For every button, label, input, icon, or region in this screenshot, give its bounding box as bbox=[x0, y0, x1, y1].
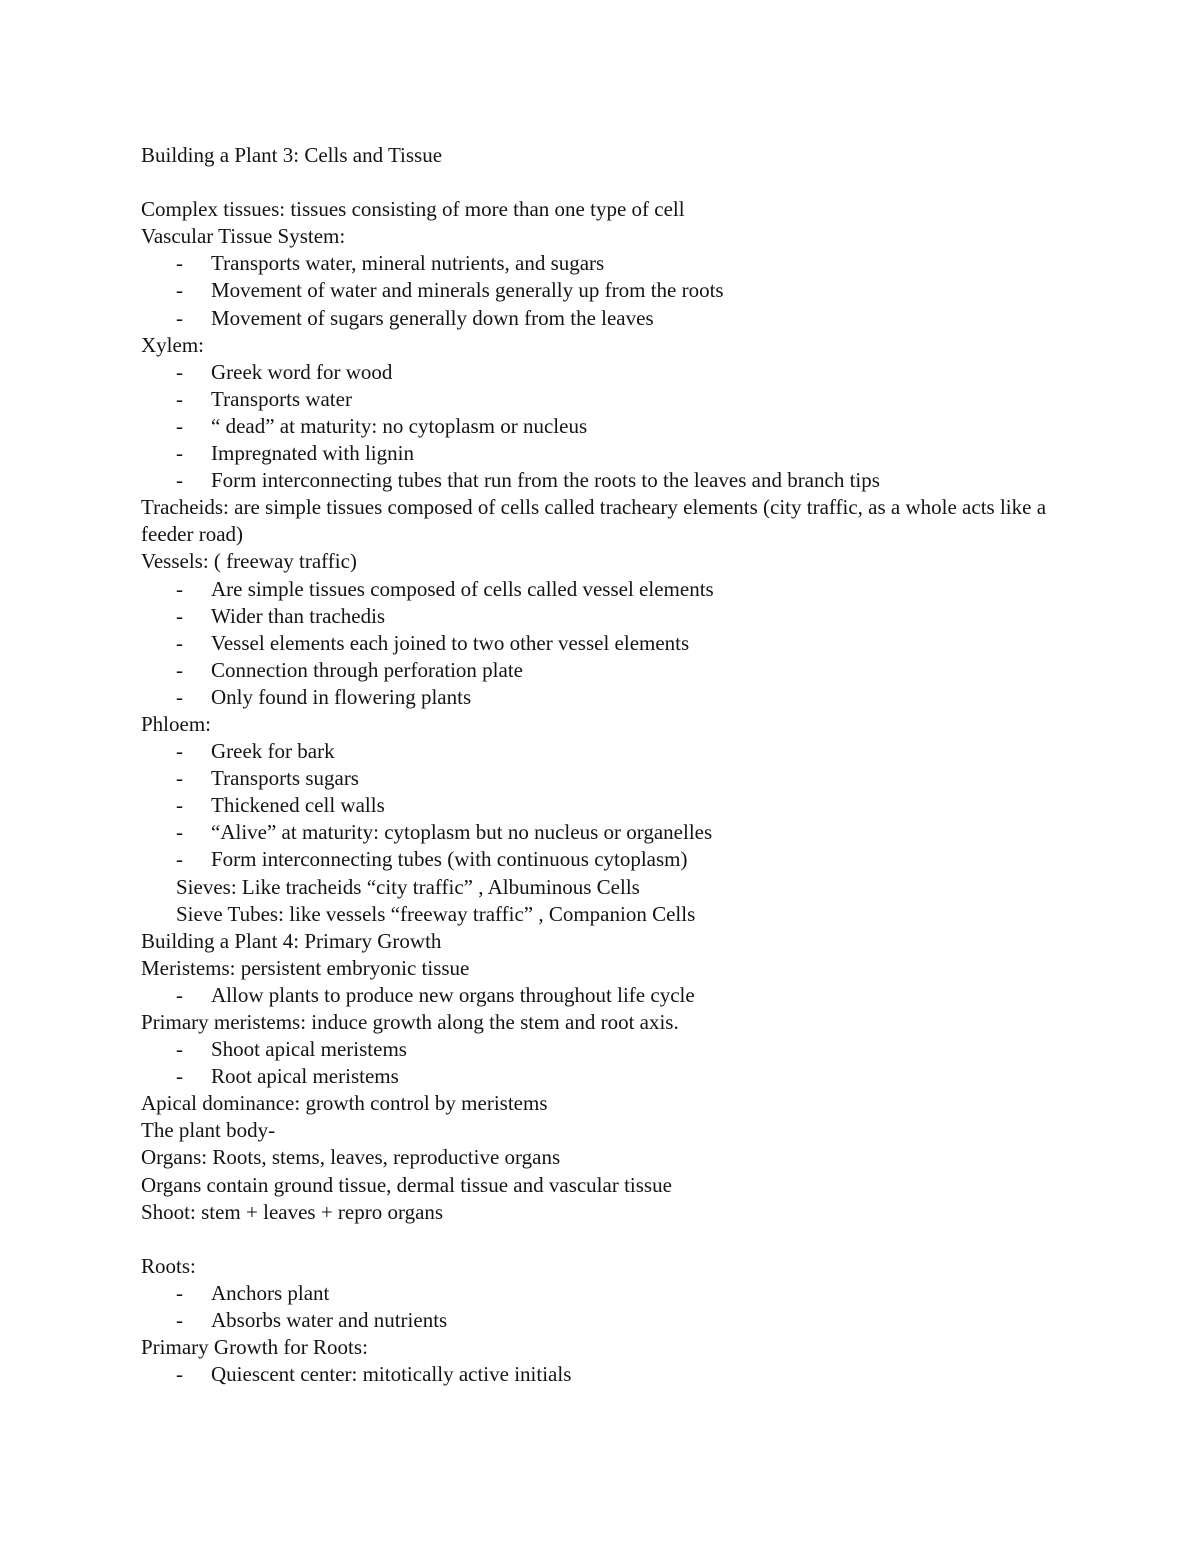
list-item-text: Form interconnecting tubes that run from the roots to the leaves and branch tips bbox=[211, 468, 880, 493]
bullet-dash: - bbox=[176, 1280, 183, 1305]
bullet-dash: - bbox=[176, 386, 183, 411]
list-item-text: Only found in flowering plants bbox=[211, 684, 472, 709]
bullet-dash: - bbox=[176, 576, 183, 601]
bullet-dash: - bbox=[176, 793, 183, 818]
bullet-dash: - bbox=[176, 1308, 183, 1333]
list-item-text: Transports sugars bbox=[211, 766, 359, 791]
list-item bbox=[141, 440, 1081, 467]
meristems-list bbox=[141, 982, 1081, 1009]
primary-growth-roots-heading: Primary Growth for Roots: bbox=[141, 1335, 368, 1360]
sieves-note: Sieves: Like tracheids “city traffic” , Albuminous Cells bbox=[176, 874, 640, 899]
primary-meristems-list bbox=[141, 1036, 1081, 1090]
list-item-text: “ dead” at maturity: no cytoplasm or nucleus bbox=[211, 413, 588, 438]
vessels-list bbox=[141, 576, 1081, 711]
list-item bbox=[141, 1361, 1081, 1388]
bullet-dash: - bbox=[176, 603, 183, 628]
list-item bbox=[141, 1280, 1081, 1307]
list-item bbox=[141, 250, 1081, 277]
list-item bbox=[141, 1307, 1081, 1334]
list-item-text: Movement of water and minerals generally up from the roots bbox=[211, 278, 724, 303]
bullet-dash: - bbox=[176, 1064, 183, 1089]
roots-heading: Roots: bbox=[141, 1253, 196, 1278]
list-item bbox=[141, 819, 1081, 846]
roots-list bbox=[141, 1280, 1081, 1334]
bullet-dash: - bbox=[176, 1037, 183, 1062]
xylem-heading: Xylem: bbox=[141, 332, 204, 357]
bullet-dash: - bbox=[176, 468, 183, 493]
sieve-tubes-note: Sieve Tubes: like vessels “freeway traffic” , Companion Cells bbox=[176, 901, 696, 926]
list-item bbox=[141, 982, 1081, 1009]
list-item bbox=[141, 413, 1081, 440]
bullet-dash: - bbox=[176, 982, 183, 1007]
bullet-dash: - bbox=[176, 278, 183, 303]
document-title: Building a Plant 3: Cells and Tissue bbox=[141, 143, 443, 167]
list-item-text: Thickened cell walls bbox=[211, 793, 385, 818]
list-item-text: Quiescent center: mitotically active initials bbox=[211, 1362, 572, 1387]
vascular-heading: Vascular Tissue System: bbox=[141, 224, 346, 249]
list-item bbox=[141, 359, 1081, 386]
tracheids-definition: Tracheids: are simple tissues composed of cells called tracheary elements (city traffic, as a whole acts like a feeder road) bbox=[141, 495, 1047, 547]
apical-dominance-definition: Apical dominance: growth control by meristems bbox=[141, 1091, 548, 1116]
bullet-dash: - bbox=[176, 630, 183, 655]
list-item-text: Transports water, mineral nutrients, and sugars bbox=[211, 251, 605, 276]
bullet-dash: - bbox=[176, 1362, 183, 1387]
organs-contain-note: Organs contain ground tissue, dermal tissue and vascular tissue bbox=[141, 1172, 672, 1197]
list-item-text: Allow plants to produce new organs throughout life cycle bbox=[211, 982, 695, 1007]
list-item bbox=[141, 603, 1081, 630]
list-item bbox=[141, 630, 1081, 657]
list-item-text: Transports water bbox=[211, 386, 352, 411]
document-page bbox=[141, 142, 1081, 1388]
list-item-text: Wider than trachedis bbox=[211, 603, 386, 628]
blank-line bbox=[141, 1226, 1081, 1253]
list-item bbox=[141, 684, 1081, 711]
list-item-text: Greek word for wood bbox=[211, 359, 393, 384]
list-item-text: Vessel elements each joined to two other vessel elements bbox=[211, 630, 690, 655]
phloem-heading: Phloem: bbox=[141, 711, 212, 736]
list-item-text: Greek for bark bbox=[211, 739, 335, 764]
list-item bbox=[141, 305, 1081, 332]
section-title-primary-growth: Building a Plant 4: Primary Growth bbox=[141, 928, 442, 953]
organs-definition: Organs: Roots, stems, leaves, reproductive organs bbox=[141, 1145, 561, 1170]
blank-line bbox=[141, 169, 1081, 196]
complex-tissues-definition: Complex tissues: tissues consisting of more than one type of cell bbox=[141, 197, 685, 222]
xylem-list bbox=[141, 359, 1081, 494]
vessels-heading: Vessels: ( freeway traffic) bbox=[141, 549, 357, 574]
meristems-heading: Meristems: persistent embryonic tissue bbox=[141, 955, 470, 980]
primary-meristems-heading: Primary meristems: induce growth along the stem and root axis. bbox=[141, 1010, 679, 1034]
bullet-dash: - bbox=[176, 684, 183, 709]
list-item-text: Absorbs water and nutrients bbox=[211, 1308, 448, 1333]
bullet-dash: - bbox=[176, 847, 183, 872]
list-item bbox=[141, 792, 1081, 819]
list-item bbox=[141, 1063, 1081, 1090]
list-item-text: Movement of sugars generally down from the leaves bbox=[211, 305, 654, 330]
list-item-text: Are simple tissues composed of cells called vessel elements bbox=[211, 576, 714, 601]
bullet-dash: - bbox=[176, 441, 183, 466]
vascular-list bbox=[141, 250, 1081, 331]
list-item bbox=[141, 467, 1081, 494]
plant-body-heading: The plant body- bbox=[141, 1118, 276, 1143]
list-item bbox=[141, 576, 1081, 603]
list-item bbox=[141, 738, 1081, 765]
list-item-text: Impregnated with lignin bbox=[211, 441, 414, 466]
bullet-dash: - bbox=[176, 820, 183, 845]
bullet-dash: - bbox=[176, 739, 183, 764]
bullet-dash: - bbox=[176, 413, 183, 438]
list-item-text: Anchors plant bbox=[211, 1280, 330, 1305]
list-item-text: Root apical meristems bbox=[211, 1064, 399, 1089]
bullet-dash: - bbox=[176, 766, 183, 791]
list-item bbox=[141, 1036, 1081, 1063]
phloem-list bbox=[141, 738, 1081, 873]
list-item bbox=[141, 765, 1081, 792]
list-item bbox=[141, 657, 1081, 684]
bullet-dash: - bbox=[176, 359, 183, 384]
bullet-dash: - bbox=[176, 305, 183, 330]
shoot-definition: Shoot: stem + leaves + repro organs bbox=[141, 1199, 444, 1224]
list-item-text: Connection through perforation plate bbox=[211, 657, 523, 682]
list-item-text: “Alive” at maturity: cytoplasm but no nucleus or organelles bbox=[211, 820, 713, 845]
primary-growth-roots-list bbox=[141, 1361, 1081, 1388]
list-item bbox=[141, 277, 1081, 304]
list-item-text: Shoot apical meristems bbox=[211, 1037, 407, 1062]
bullet-dash: - bbox=[176, 657, 183, 682]
list-item bbox=[141, 386, 1081, 413]
list-item bbox=[141, 846, 1081, 873]
bullet-dash: - bbox=[176, 251, 183, 276]
list-item-text: Form interconnecting tubes (with continuous cytoplasm) bbox=[211, 847, 688, 872]
